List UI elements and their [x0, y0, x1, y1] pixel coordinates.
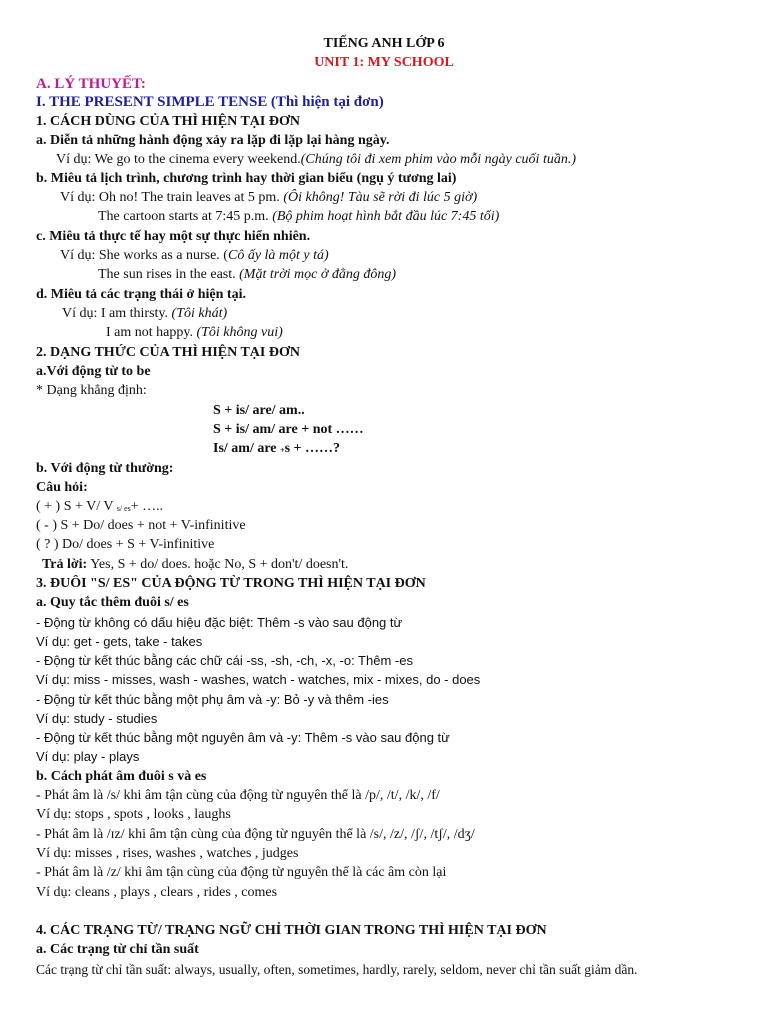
pronunciation-s: - Phát âm là /s/ khi âm tận cùng của động từ nguyên thể là /p/, /t/, /k/, /f/ [36, 788, 440, 803]
example-text: Ví dụ: She works as a nurse. ( [60, 248, 228, 263]
rule-3-example: Ví dụ: study - studies [36, 711, 158, 726]
example-translation: (Tôi khát) [171, 306, 228, 321]
usage-c-example-2 [98, 265, 396, 284]
rules-heading: a. Quy tắc thêm đuôi s/ es [36, 595, 189, 610]
section-4-heading: 4. CÁC TRẠNG TỪ/ TRẠNG NGỮ CHỈ THỜI GIAN TRONG THÌ HIỆN TẠI ĐƠN [36, 923, 547, 938]
section-1-heading: 1. CÁCH DÙNG CỦA THÌ HIỆN TẠI ĐƠN [36, 114, 300, 129]
section-3-heading: 3. ĐUÔI "S/ ES" CỦA ĐỘNG TỪ TRONG THÌ HIỆN TẠI ĐƠN [36, 576, 426, 591]
rule-1-example: Ví dụ: get - gets, take - takes [36, 634, 203, 649]
pronunciation-z-example: Ví dụ: cleans , plays , clears , rides , comes [36, 885, 278, 900]
example-translation: (Tôi không vui) [196, 325, 283, 340]
section-2-heading: 2. DẠNG THỨC CỦA THÌ HIỆN TẠI ĐƠN [36, 345, 300, 360]
question-label: Câu hỏi: [36, 480, 88, 495]
pronunciation-iz: - Phát âm là /ɪz/ khi âm tận cùng của động từ nguyên thể là /s/, /z/, /ʃ/, /tʃ/, /dʒ/ [36, 827, 475, 842]
unit-title: UNIT 1: MY SCHOOL [314, 55, 454, 70]
pronunciation-iz-example: Ví dụ: misses , rises, washes , watches , judges [36, 846, 299, 861]
formula-positive-main: ( + ) S + V/ V [36, 499, 114, 514]
document-title: TIẾNG ANH LỚP 6 [323, 36, 445, 51]
tense-title [36, 93, 384, 112]
formula-positive [36, 497, 163, 518]
formula-affirmative: S + is/ are/ am.. [213, 403, 305, 418]
rule-4: - Động từ kết thúc bằng một nguyên âm và -y: Thêm -s vào sau động từ [36, 730, 450, 745]
usage-a-example [56, 150, 576, 169]
pronunciation-z: - Phát âm là /z/ khi âm tận cùng của động từ nguyên thể là các âm còn lại [36, 865, 447, 880]
example-translation: (Bộ phim hoạt hình bắt đầu lúc 7:45 tối) [272, 209, 500, 224]
frequency-adverbs-heading: a. Các trạng từ chỉ tần suất [36, 942, 199, 957]
example-text: Ví dụ: I am thirsty. [62, 306, 169, 321]
formula-positive-rest: + ….. [130, 499, 164, 514]
rule-2: - Động từ kết thúc bằng các chữ cái -ss, -sh, -ch, -x, -o: Thêm -es [36, 653, 413, 668]
example-text: Ví dụ: We go to the cinema every weekend. [56, 152, 301, 167]
example-translation: (Mặt trời mọc ở đằng đông) [239, 267, 397, 282]
pronunciation-heading: b. Cách phát âm đuôi s và es [36, 769, 207, 784]
example-text: The cartoon starts at 7:45 p.m. [98, 209, 269, 224]
rule-1: - Động từ không có dấu hiệu đặc biệt: Thêm -s vào sau động từ [36, 615, 403, 630]
example-translation: (Ôi không! Tàu sẽ rời đi lúc 5 giờ) [283, 190, 478, 205]
example-text: Ví dụ: Oh no! The train leaves at 5 pm. [60, 190, 280, 205]
usage-b-heading: b. Miêu tả lịch trình, chương trình hay thời gian biểu (ngụ ý tương lai) [36, 171, 457, 186]
usage-a-heading: a. Diễn tả những hành động xảy ra lặp đi lặp lại hàng ngày. [36, 133, 390, 148]
formula-question [213, 439, 340, 460]
rule-2-example: Ví dụ: miss - misses, wash - washes, watch - watches, mix - mixes, do - does [36, 672, 481, 687]
usage-d-example-1 [62, 304, 227, 323]
usage-d-example-2 [106, 323, 283, 342]
pronunciation-s-example: Ví dụ: stops , spots , looks , laughs [36, 807, 231, 822]
example-translation: Cô ấy là một y tá) [227, 248, 329, 263]
usage-c-example-1 [60, 246, 329, 265]
formula-question-rest: s + ……? [284, 441, 341, 456]
formula-positive-sub: s/ es [116, 504, 131, 513]
formula-negative: S + is/ am/ are + not …… [213, 422, 364, 437]
answer-text: Yes, S + do/ does. hoặc No, S + don't/ doesn't. [87, 557, 349, 572]
usage-d-heading: d. Miêu tả các trạng thái ở hiện tại. [36, 287, 246, 302]
usage-b-example-1 [60, 188, 477, 207]
tense-title-en: I. THE PRESENT SIMPLE TENSE [36, 94, 268, 110]
usage-b-example-2 [98, 207, 499, 226]
formula-question-regular: ( ? ) Do/ does + S + V-infinitive [36, 537, 215, 552]
usage-c-heading: c. Miêu tả thực tế hay một sự thực hiển nhiên. [36, 229, 311, 244]
to-be-heading: a.Với động từ to be [36, 364, 151, 379]
example-text: I am not happy. [106, 325, 193, 340]
tense-title-vn: (Thì hiện tại đơn) [270, 94, 384, 110]
answer-line [42, 555, 348, 574]
example-text: The sun rises in the east. [98, 267, 236, 282]
affirmative-label: * Dạng khẳng định: [36, 383, 147, 398]
answer-label: Trả lời: [42, 557, 88, 572]
regular-verb-heading: b. Với động từ thường: [36, 461, 174, 476]
formula-question-main: Is/ am/ are [213, 441, 277, 456]
example-translation: (Chúng tôi đi xem phim vào mỗi ngày cuối tuần.) [300, 152, 576, 167]
rule-3: - Động từ kết thúc bằng một phụ âm và -y: Bỏ -y và thêm -ies [36, 692, 389, 707]
formula-question-sub: + [280, 446, 285, 455]
section-a-heading: A. LÝ THUYẾT: [36, 76, 146, 92]
frequency-adverbs-text: Các trạng từ chỉ tần suất: always, usually, often, sometimes, hardly, rarely, seldom, never chỉ tần suất giảm dần. [36, 962, 638, 977]
rule-4-example: Ví dụ: play - plays [36, 749, 140, 764]
formula-negative-regular: ( - ) S + Do/ does + not + V-infinitive [36, 518, 246, 533]
